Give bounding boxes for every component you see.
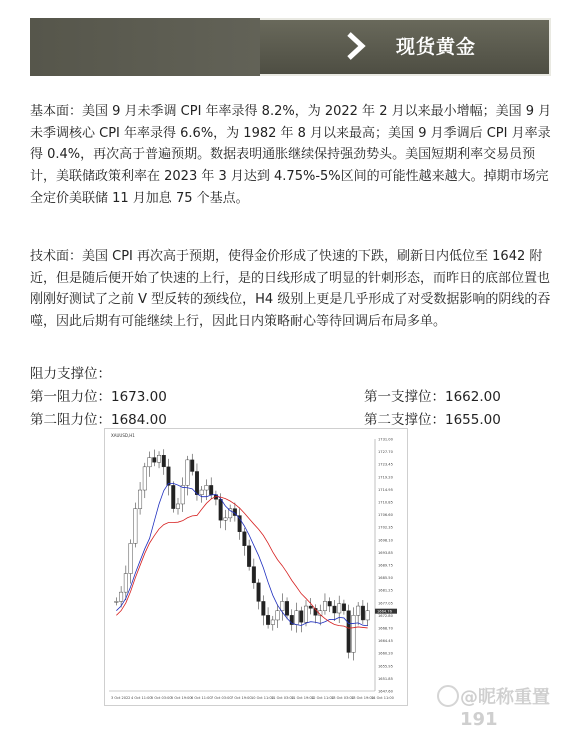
candle-body [304, 606, 308, 622]
price-tick-label: 1668.70 [378, 626, 393, 631]
price-tick-label: 1698.10 [378, 538, 393, 543]
price-tick-label: 1651.85 [378, 676, 393, 681]
candle-body [333, 606, 337, 613]
candle-body [129, 543, 133, 573]
candle-body [148, 458, 152, 467]
price-tick-label: 1714.95 [378, 487, 393, 492]
candle-body [247, 546, 251, 567]
candle-body [190, 460, 194, 472]
candle-body [205, 485, 209, 490]
candle-body [171, 485, 175, 508]
time-tick-label: 6 Oct 11:00 [191, 696, 212, 700]
time-tick-label: 4 Oct 11:00 [131, 696, 152, 700]
candle-body [181, 485, 185, 504]
price-tick-label: 1727.70 [378, 450, 393, 455]
banner-stripe [30, 18, 260, 76]
time-tick-label: 5 Oct 03:00 [151, 696, 172, 700]
technicals-paragraph: 技术面：美国 CPI 再次高于预期，使得金价形成了快速的下跌，刷新日内低位至 1642 附近，但是随后便开始了快速的上行，是的日线形成了明显的针刺形态，而昨日的底部位置也刚刚好测试了之前 V 型反转的颈线位，H4 级别上更是几乎形成了对受数据影响的阴线的吞噬，因此后期有可能继续上行，因此日内策略耐心等待回调后布局多单。 [30, 249, 551, 330]
time-tick-label: 5 Oct 19:00 [171, 696, 192, 700]
watermark: @昵称重置191 [460, 687, 550, 730]
chevron-right-icon [344, 32, 368, 60]
price-tick-label: 1723.45 [378, 462, 393, 467]
candle-body [285, 601, 289, 615]
time-tick-label: 10 Oct 11:00 [251, 696, 274, 700]
price-tick-label: 1702.35 [378, 525, 393, 530]
support-1: 第一支撑位：1662.00 [364, 389, 501, 405]
candle-body [361, 606, 365, 620]
candle-body [162, 455, 166, 467]
price-chart [104, 428, 408, 706]
candle-body [167, 467, 171, 486]
section-banner [30, 18, 551, 76]
candle-body [224, 518, 228, 520]
candle-body [271, 620, 275, 625]
levels-heading: 阻力支撑位： [30, 366, 111, 382]
time-tick-label: 12 Oct 11:00 [311, 696, 334, 700]
candle-body [119, 592, 123, 601]
candle-body [176, 504, 180, 509]
candle-body [352, 615, 356, 652]
time-tick-label: 11 Oct 19:00 [291, 696, 314, 700]
resistance-2: 第二阻力位：1684.00 [30, 412, 167, 428]
price-tick-label: 1660.20 [378, 651, 393, 656]
candle-body [228, 509, 232, 518]
time-tick-label: 13 Oct 03:00 [331, 696, 354, 700]
candle-body [323, 601, 327, 610]
price-tick-label: 1681.25 [378, 588, 393, 593]
candle-body [200, 490, 204, 495]
price-tick-label: 1719.20 [378, 475, 393, 480]
support-2: 第二支撑位：1655.00 [364, 412, 501, 428]
price-tick-label: 1685.50 [378, 576, 393, 581]
candle-body [342, 604, 346, 611]
candle-body [257, 583, 261, 602]
candle-body [366, 611, 370, 620]
candle-body [356, 606, 360, 615]
last-price-label: 1664.76 [377, 609, 392, 614]
candle-body [281, 601, 285, 610]
candle-body [115, 601, 119, 602]
price-tick-label: 1731.00 [378, 437, 393, 442]
candle-body [299, 611, 303, 623]
candle-body [186, 460, 190, 486]
candle-body [262, 601, 266, 615]
fundamentals-paragraph: 基本面：美国 9 月未季调 CPI 年率录得 8.2%，为 2022 年 2 月以来最小增幅；美国 9 月未季调核心 CPI 年率录得 6.6%，为 1982 年 8 月以来最高；美国 9 月季调后 CPI 月率录得 0.4%，再次高于普遍预期。数据表明通胀继续保持强劲势头。美国短期利率交易员预计，美联储政策利率在 2023 年 3 月达到 4.75%-5%区间的可能性越来越大。掉期市场完全定价美联储 11 月加息 75 个基点。 [30, 104, 552, 206]
candle-body [328, 601, 332, 606]
candle-body [138, 490, 142, 509]
candle-body [219, 499, 223, 520]
candle-body [157, 455, 161, 462]
price-tick-label: 1647.60 [378, 689, 393, 694]
chart-header: XAUUSD,H1 [111, 433, 135, 438]
candle-body [124, 574, 128, 593]
price-tick-label: 1664.45 [378, 639, 393, 644]
price-tick-label: 1672.80 [378, 613, 393, 618]
candle-body [252, 567, 256, 583]
candle-body [195, 471, 199, 494]
time-tick-label: 7 Oct 19:00 [231, 696, 252, 700]
candle-body [134, 509, 138, 544]
price-tick-label: 1655.95 [378, 664, 393, 669]
time-tick-label: 14 Oct 11:00 [371, 696, 394, 700]
candle-body [153, 458, 157, 463]
time-tick-label: 13 Oct 19:00 [351, 696, 374, 700]
candle-body [243, 532, 247, 546]
candle-body [209, 485, 213, 494]
resistance-1: 第一阻力位：1673.00 [30, 389, 167, 405]
candle-body [276, 611, 280, 620]
price-tick-label: 1693.85 [378, 550, 393, 555]
candle-body [295, 611, 299, 625]
time-tick-label: 3 Oct 2022 [111, 696, 131, 700]
price-tick-label: 1710.85 [378, 500, 393, 505]
time-tick-label: 7 Oct 03:00 [211, 696, 232, 700]
price-chart-svg [105, 429, 407, 705]
price-tick-label: 1706.60 [378, 513, 393, 518]
price-tick-label: 1689.75 [378, 563, 393, 568]
candle-body [347, 611, 351, 653]
candle-body [337, 604, 341, 613]
candle-body [309, 606, 313, 608]
time-tick-label: 11 Oct 03:00 [271, 696, 294, 700]
candle-body [143, 467, 147, 490]
candle-body [266, 615, 270, 624]
banner-title: 现货黄金 [396, 36, 477, 58]
price-tick-label: 1677.05 [378, 601, 393, 606]
weibo-logo-icon [437, 685, 459, 707]
